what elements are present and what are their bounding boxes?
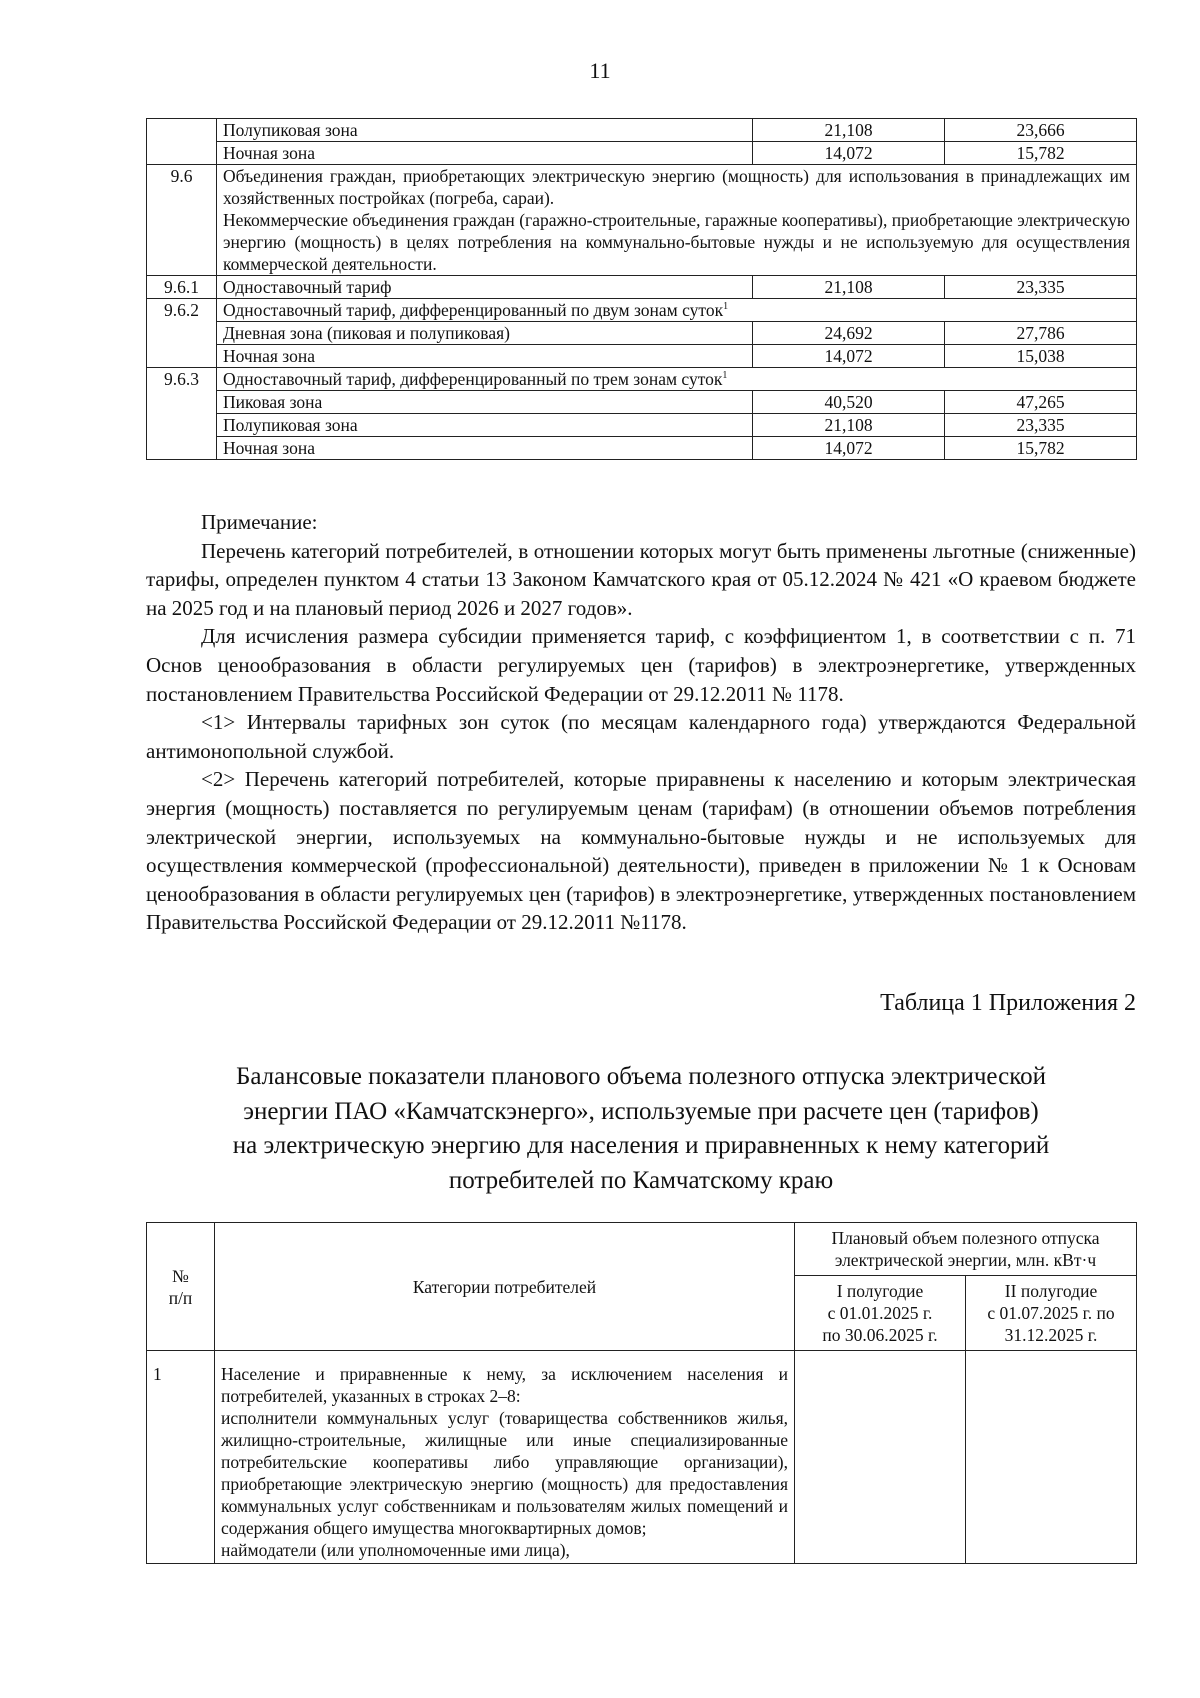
col-header-volume: Плановый объем полезного отпуска электрической энергии, млн. кВт·ч [795,1223,1137,1276]
table-row [147,345,1137,368]
row-label [217,299,1137,322]
table-row [147,299,1137,322]
header-text: I полугодие [836,1281,924,1301]
row-label: Ночная зона [217,437,753,460]
value-h2: 15,782 [945,437,1137,460]
value-h1: 14,072 [753,142,945,165]
row-label: Полупиковая зона [217,119,753,142]
value-h2: 15,038 [945,345,1137,368]
note-paragraph: Перечень категорий потребителей, в отношении которых могут быть применены льготные (сниженные) тарифы, определен пунктом 4 статьи 13 Законом Камчатского края от 05.12.2024 № 421 «О краевом бюджете на 2025 год и на плановый период 2026 и 2027 годов». [146,538,1136,620]
row-label: Ночная зона [217,345,753,368]
notes-section [146,508,1136,937]
footnote-1: <1> Интервалы тарифных зон суток (по месяцам календарного года) утверждаются Федеральной антимонопольной службой. [146,710,1136,763]
header-text: с 01.01.2025 г. [827,1303,933,1323]
table-row [147,276,1137,299]
category-line: Население и приравненные к нему, за исключением населения и потребителей, указанных в строках 2–8: [221,1364,788,1406]
table-row [147,414,1137,437]
row-number [147,119,217,142]
notes-heading: Примечание: [201,510,318,534]
row-label: Дневная зона (пиковая и полупиковая) [217,322,753,345]
table-row [147,437,1137,460]
tariff-table [146,118,1137,460]
row-label: Одноставочный тариф [217,276,753,299]
row-label: Полупиковая зона [217,414,753,437]
page-number: 11 [589,58,611,83]
row-number [147,437,217,460]
col-header-category: Категории потребителей [215,1223,795,1351]
header-row [147,1223,1137,1276]
value-h2: 27,786 [945,322,1137,345]
row-number: 9.6.1 [147,276,217,299]
footnote-2: <2> Перечень категорий потребителей, которые приравнены к населению и которым электрическая энергия (мощность) поставляется по регулируемым ценам (тарифам) (в отношении объемов потребления электрической энергии, используемых на коммунально-бытовые нужды и не используемых для осуществления коммерческой (профессиональной) деятельности), приведен в приложении № 1 к Основам ценообразования в области регулируемых цен (тарифов) в электроэнергетике, утвержденных постановлением Правительства Российской Федерации от 29.12.2011 №1178. [146,767,1136,935]
value-h1: 21,108 [753,119,945,142]
value-h2: 23,666 [945,119,1137,142]
row-number: 9.6 [147,165,217,276]
footnote-mark: 1 [722,370,728,382]
table-row [147,142,1137,165]
header-text: п/п [168,1287,193,1308]
row-number: 9.6.3 [147,368,217,391]
row-label-text: Одноставочный тариф, дифференцированный по двум зонам суток [223,300,724,320]
row-number [147,345,217,368]
title-line: на электрическую энергию для населения и приравненных к нему категорий [232,1132,1050,1159]
row-label [217,368,1137,391]
row-label: Пиковая зона [217,391,753,414]
category-line: исполнители коммунальных услуг (товарищества собственников жилья, жилищно-строительные, жилищные или иные специализированные потребительские кооперативы либо управляющие организации), приобретающие электрическую энергию (мощность) для предоставления коммунальных услуг собственникам и пользователям жилых помещений и содержания общего имущества многоквартирных домов; [221,1408,788,1538]
header-text: по 30.06.2025 г. [822,1325,938,1345]
row-number [147,322,217,345]
table-row [147,322,1137,345]
value-h1: 14,072 [753,437,945,460]
value-h2: 23,335 [945,414,1137,437]
table-row [147,391,1137,414]
value-h1: 21,108 [753,414,945,437]
row-category [215,1351,795,1564]
value-h1: 40,520 [753,391,945,414]
description-paragraph: Объединения граждан, приобретающих электрическую энергию (мощность) для использования в принадлежащих им хозяйственных постройках (погреба, сараи). [223,166,1130,208]
header-text: II полугодие [1004,1281,1098,1301]
row-number: 1 [147,1351,215,1564]
table-title [146,1060,1136,1198]
header-text: 31.12.2025 г. [1004,1325,1098,1345]
table-row [147,1351,1137,1564]
row-number [147,414,217,437]
description-paragraph: Некоммерческие объединения граждан (гаражно-строительные, гаражные кооперативы), приобретающие электрическую энергию (мощность) в целях потребления на коммунально-бытовые нужды и не используемую для осуществления коммерческой деятельности. [223,210,1130,274]
row-label-text: Одноставочный тариф, дифференцированный по трем зонам суток [223,369,723,389]
category-line: наймодатели (или уполномоченные ими лица), [221,1540,570,1560]
table-row [147,119,1137,142]
row-number: 9.6.2 [147,299,217,322]
title-line: потребителей по Камчатскому краю [448,1166,834,1194]
row-number [147,391,217,414]
note-paragraph: Для исчисления размера субсидии применяется тариф, с коэффициентом 1, в соответствии с п. 71 Основ ценообразования в области регулируемых цен (тарифов) в электроэнергетике, утвержденных постановлением Правительства Российской Федерации от 29.12.2011 № 1178. [146,624,1136,706]
title-line: Балансовые показатели планового объема полезного отпуска электрической [236,1063,1046,1090]
row-description [217,165,1137,276]
row-label: Ночная зона [217,142,753,165]
header-text: с 01.07.2025 г. по [987,1303,1115,1323]
table-row [147,165,1137,276]
value-h1 [795,1351,966,1564]
value-h1: 21,108 [753,276,945,299]
col-header-h2 [966,1276,1137,1351]
title-line: энергии ПАО «Камчатскэнерго», используемые при расчете цен (тарифов) [243,1097,1039,1125]
col-header-h1 [795,1276,966,1351]
value-h2: 23,335 [945,276,1137,299]
row-number [147,142,217,165]
value-h1: 14,072 [753,345,945,368]
balance-table [146,1222,1137,1564]
value-h2 [966,1351,1137,1564]
table-reference: Таблица 1 Приложения 2 [880,990,1136,1016]
header-text: № [172,1265,189,1286]
value-h2: 15,782 [945,142,1137,165]
table-row [147,368,1137,391]
footnote-mark: 1 [723,301,729,313]
value-h1: 24,692 [753,322,945,345]
col-header-number [147,1223,215,1351]
value-h2: 47,265 [945,391,1137,414]
